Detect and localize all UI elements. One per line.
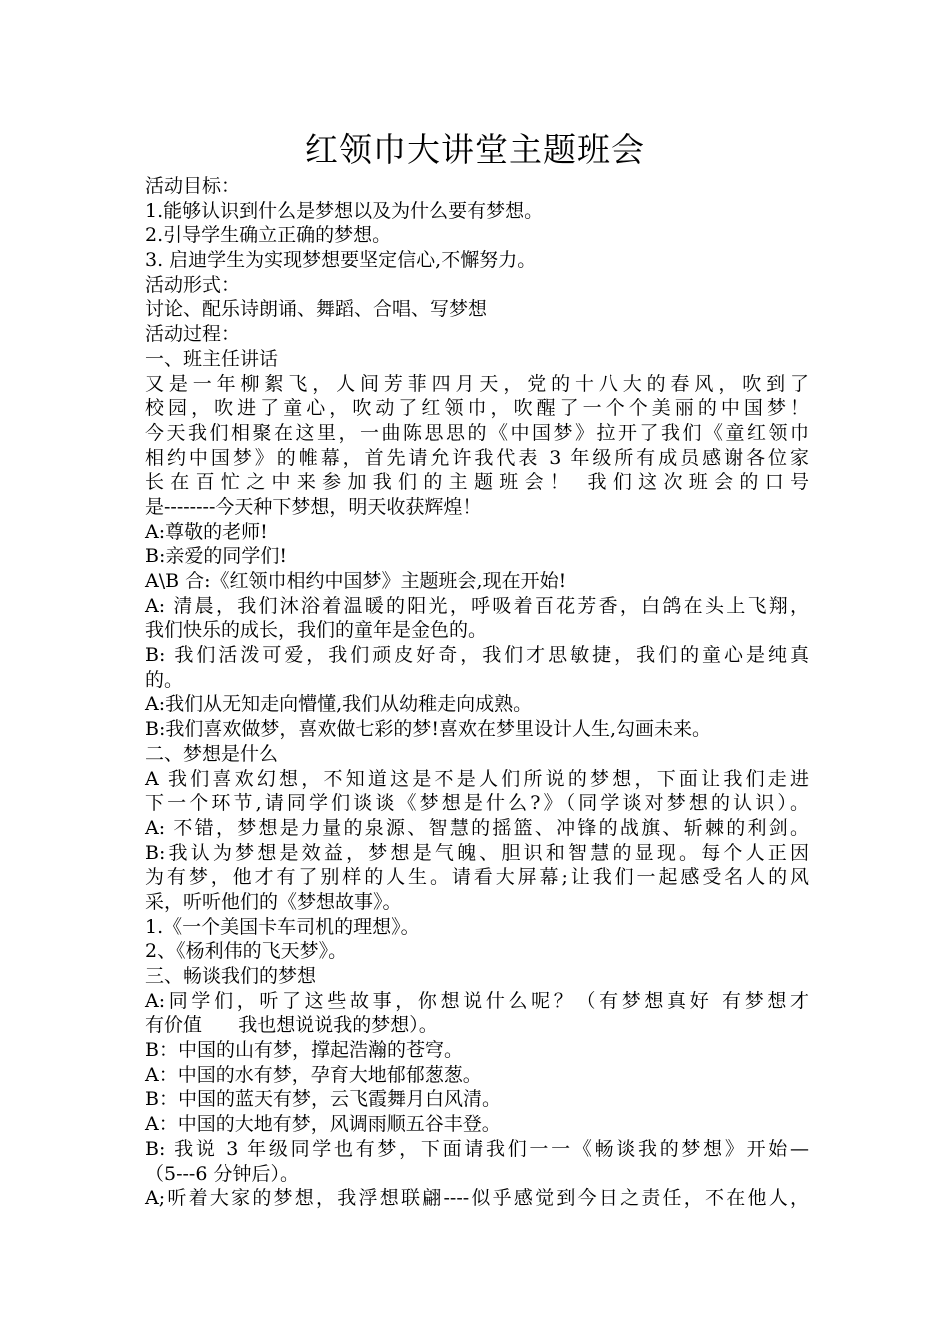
text-line: （5---6 分钟后）。 [145,1162,299,1185]
text-line: 活动形式： [145,273,241,296]
text-line: B：中国的山有梦，撑起浩瀚的苍穹。 [145,1039,463,1062]
document-body [145,174,809,1211]
text-line: 有价值 我也想说说我的梦想）。 [145,1014,438,1037]
text-line: 下一个环节,请同学们谈谈《梦想是什么?》（同学谈对梦想的认识）。 [145,792,809,815]
document-title: 红领巾大讲堂主题班会 [305,130,645,169]
text-line: A：中国的水有梦，孕育大地郁郁葱葱。 [145,1063,482,1086]
text-line: A 我们喜欢幻想，不知道这是不是人们所说的梦想，下面让我们走进 [145,767,809,790]
text-line: B:亲爱的同学们! [145,545,287,568]
text-line: 1.能够认识到什么是梦想以及为什么要有梦想。 [145,199,544,222]
text-line: 是--------今天种下梦想，明天收获辉煌！ [145,495,482,518]
text-line: A\B 合:《红领巾相约中国梦》主题班会,现在开始! [145,570,567,592]
text-line: B:我们喜欢做梦，喜欢做七彩的梦!喜欢在梦里设计人生,勾画未来。 [145,718,712,741]
text-line: 为有梦，他才有了别样的人生。请看大屏幕;让我们一起感受名人的风 [145,866,809,889]
text-line: 1.《一个美国卡车司机的理想》。 [145,915,420,938]
text-line: 相约中国梦》的帷幕，首先请允许我代表 3 年级所有成员感谢各位家 [145,446,809,469]
text-line: 又是一年柳絮飞，人间芳菲四月天，党的十八大的春风，吹到了 [145,372,809,395]
text-line: 活动目标： [145,175,241,197]
text-line: 校园，吹进了童心，吹动了红领巾，吹醒了一个个美丽的中国梦！ [145,397,809,420]
text-line: 长在百忙之中来参加我们的主题班会！ 我们这次班会的口号 [145,471,809,494]
text-line: A:我们从无知走向懵懂,我们从幼稚走向成熟。 [145,693,533,716]
text-line: A: 不错，梦想是力量的泉源、智慧的摇篮、冲锋的战旗、斩棘的利剑。 [145,816,809,839]
text-line: 活动过程： [145,323,241,346]
text-line: A:同学们，听了这些故事，你想说什么呢？（有梦想真好 有梦想才 [145,989,809,1012]
text-line: B: 我说 3 年级同学也有梦，下面请我们一一《畅谈我的梦想》开始— [145,1137,809,1160]
text-line: 讨论、配乐诗朗诵、舞蹈、合唱、写梦想 [145,298,488,321]
text-line: 3. 启迪学生为实现梦想要坚定信心,不懈努力。 [145,249,537,272]
text-line: 今天我们相聚在这里，一曲陈思思的《中国梦》拉开了我们《童红领巾 [145,421,809,444]
text-line: 采，听听他们的《梦想故事》。 [145,890,402,913]
text-line: B:我认为梦想是效益，梦想是气魄、胆识和智慧的显现。每个人正因 [145,841,809,864]
text-line: A:尊敬的老师! [145,520,268,543]
text-line: 三、畅谈我们的梦想 [145,965,317,987]
text-line: A: 清晨，我们沐浴着温暖的阳光，呼吸着百花芳香，白鸽在头上飞翔， [145,594,809,617]
text-line: 2、《杨利伟的飞天梦》。 [145,940,348,963]
text-line: 的。 [145,668,184,691]
text-line: A：中国的大地有梦，风调雨顺五谷丰登。 [145,1113,501,1136]
text-line: 我们快乐的成长，我们的童年是金色的。 [145,619,488,642]
text-line: 二、梦想是什么 [145,742,279,765]
text-line: A;听着大家的梦想，我浮想联翩----似乎感觉到今日之责任，不在他人， [145,1187,809,1210]
text-line: 2.引导学生确立正确的梦想。 [145,224,392,247]
text-line: 一、班主任讲话 [145,347,279,370]
text-line: B：中国的蓝天有梦，云飞霞舞月白风清。 [145,1088,501,1111]
text-line: B: 我们活泼可爱，我们顽皮好奇，我们才思敏捷，我们的童心是纯真 [145,644,809,667]
